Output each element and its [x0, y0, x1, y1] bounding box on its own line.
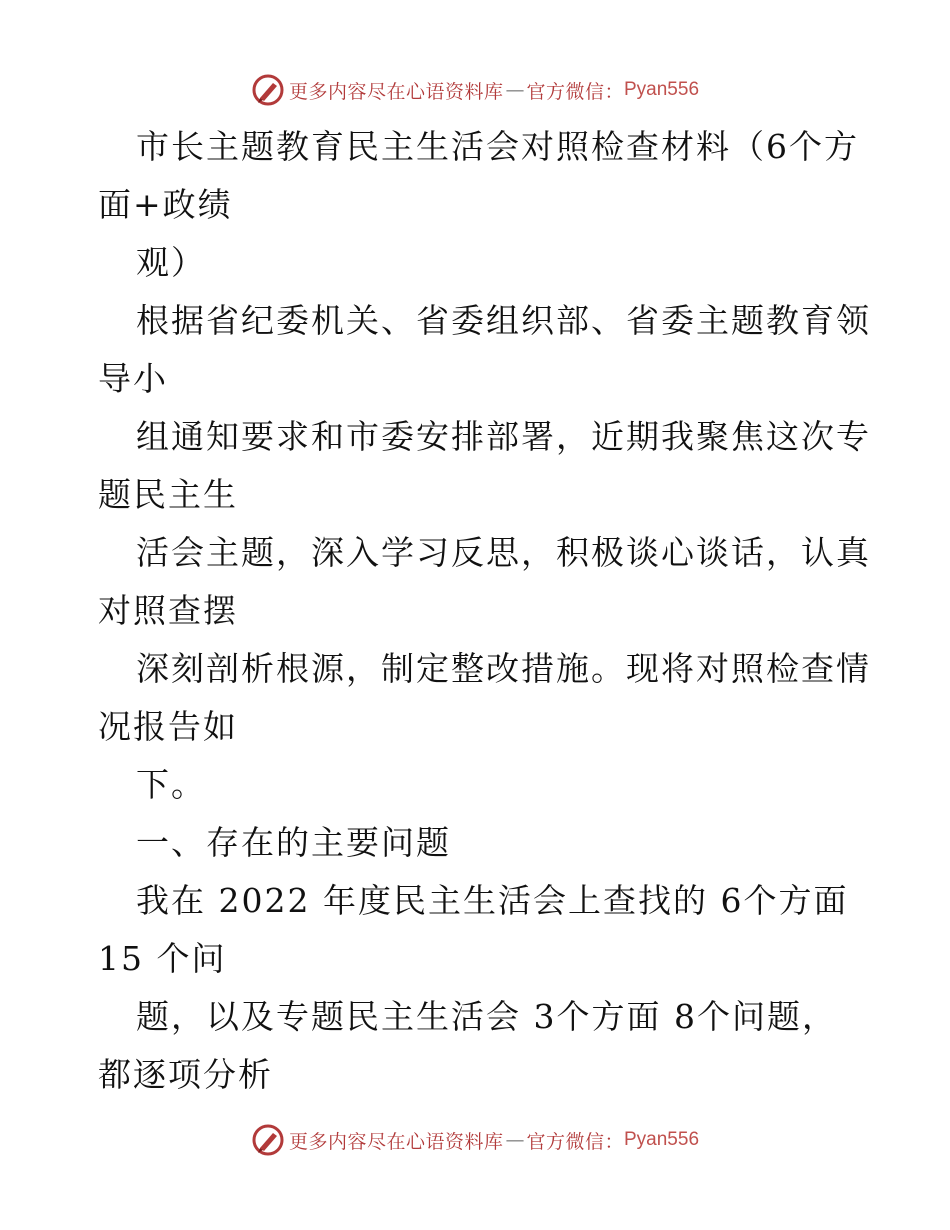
document-line: 况报告如 [98, 707, 238, 746]
document-line: 观） [136, 243, 206, 282]
document-line: 深刻剖析根源，制定整改措施。现将对照检查情 [136, 649, 871, 688]
watermark-text: 更多内容尽在心语资料库 [288, 80, 504, 103]
document-line: 市长主题教育民主生活会对照检查材料（6个方 [136, 127, 859, 166]
document-line: 根据省纪委机关、省委组织部、省委主题教育领 [136, 301, 871, 340]
document-line: 都逐项分析 [98, 1055, 273, 1094]
watermark-id: Pyan556 [624, 1129, 700, 1150]
document-line: 我在 2022 年度民主生活会上查找的 6个方面 [136, 881, 849, 920]
document-line: 面+政绩 [98, 185, 233, 224]
watermark-id: Pyan556 [624, 79, 700, 100]
watermark-header [0, 70, 950, 110]
document-line: 导小 [98, 359, 168, 398]
document-line: 活会主题，深入学习反思，积极谈心谈话，认真 [136, 533, 871, 572]
watermark-suffix: 官方微信： [526, 80, 624, 103]
document-line: 题民主生 [98, 475, 238, 514]
section-heading: 一、存在的主要问题 [136, 823, 451, 862]
watermark-separator: — [505, 1129, 525, 1151]
watermark-suffix: 官方微信： [526, 1130, 624, 1153]
watermark-footer [0, 1120, 950, 1160]
pen-logo-icon [251, 73, 285, 107]
document-line: 15 个问 [98, 939, 227, 978]
document-line: 下。 [136, 765, 206, 804]
watermark-text: 更多内容尽在心语资料库 [288, 1130, 504, 1153]
document-body [98, 118, 871, 1104]
document-line: 组通知要求和市委安排部署，近期我聚焦这次专 [136, 417, 871, 456]
watermark-separator: — [505, 79, 525, 101]
pen-logo-icon [251, 1123, 285, 1157]
document-line: 对照查摆 [98, 591, 238, 630]
document-line: 题，以及专题民主生活会 3个方面 8个问题， [136, 997, 837, 1036]
